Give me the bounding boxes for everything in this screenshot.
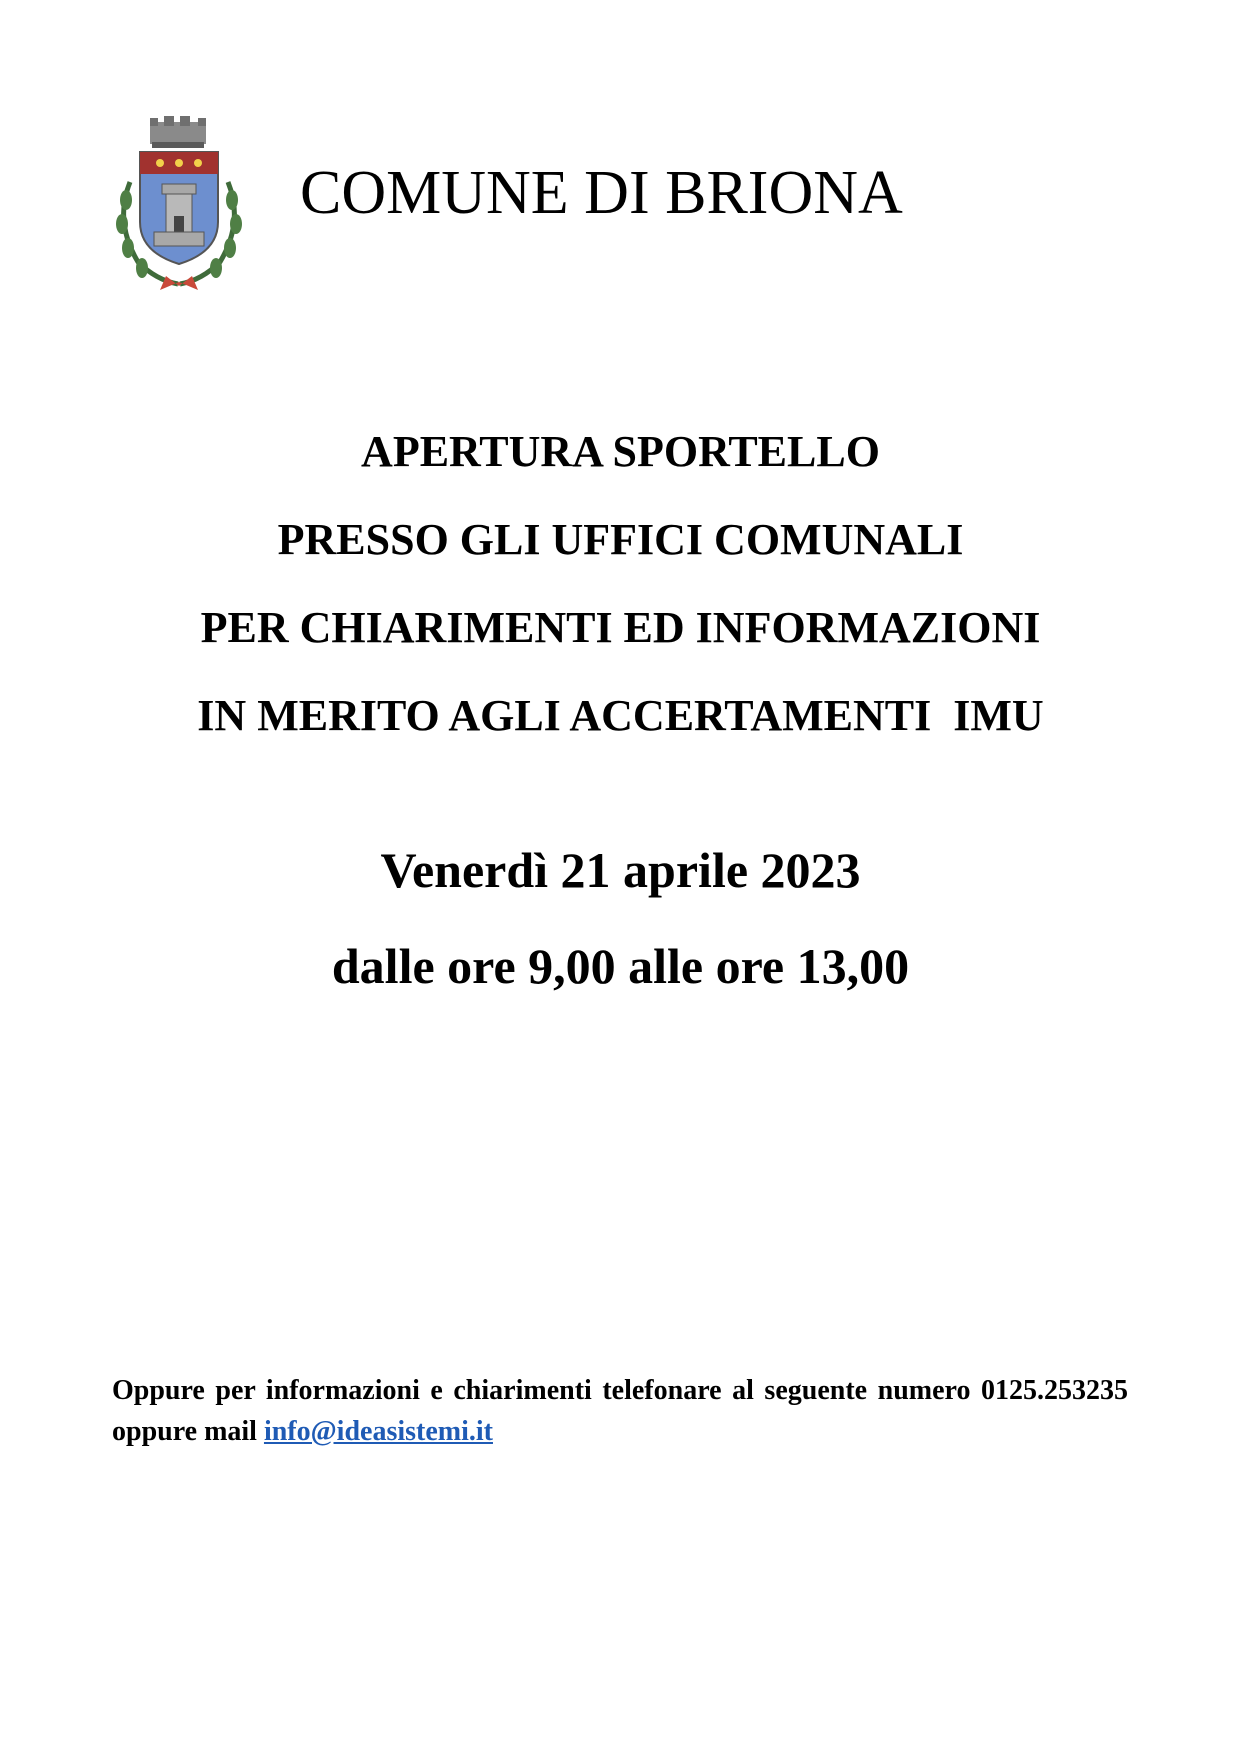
schedule-date: Venerdì 21 aprile 2023 bbox=[380, 842, 861, 898]
municipality-name: COMUNE DI BRIONA bbox=[300, 159, 903, 227]
contact-text: Oppure per informazioni e chiarimenti telefonare al seguente numero 0125.253235 oppure mail bbox=[112, 1375, 1128, 1447]
announcement-block bbox=[0, 408, 1241, 760]
schedule-hours: dalle ore 9,00 alle ore 13,00 bbox=[331, 938, 910, 994]
announcement-line: PRESSO GLI UFFICI COMUNALI bbox=[277, 515, 964, 564]
contact-email-link[interactable]: info@ideasistemi.it bbox=[263, 1416, 493, 1447]
announcement-line: IN MERITO AGLI ACCERTAMENTI IMU bbox=[197, 691, 1044, 740]
schedule-block bbox=[0, 822, 1241, 1014]
announcement-line: APERTURA SPORTELLO bbox=[361, 427, 880, 476]
contact-note bbox=[112, 1370, 1128, 1452]
municipal-coat-of-arms-icon bbox=[108, 112, 250, 294]
announcement-line: PER CHIARIMENTI ED INFORMAZIONI bbox=[200, 603, 1041, 652]
